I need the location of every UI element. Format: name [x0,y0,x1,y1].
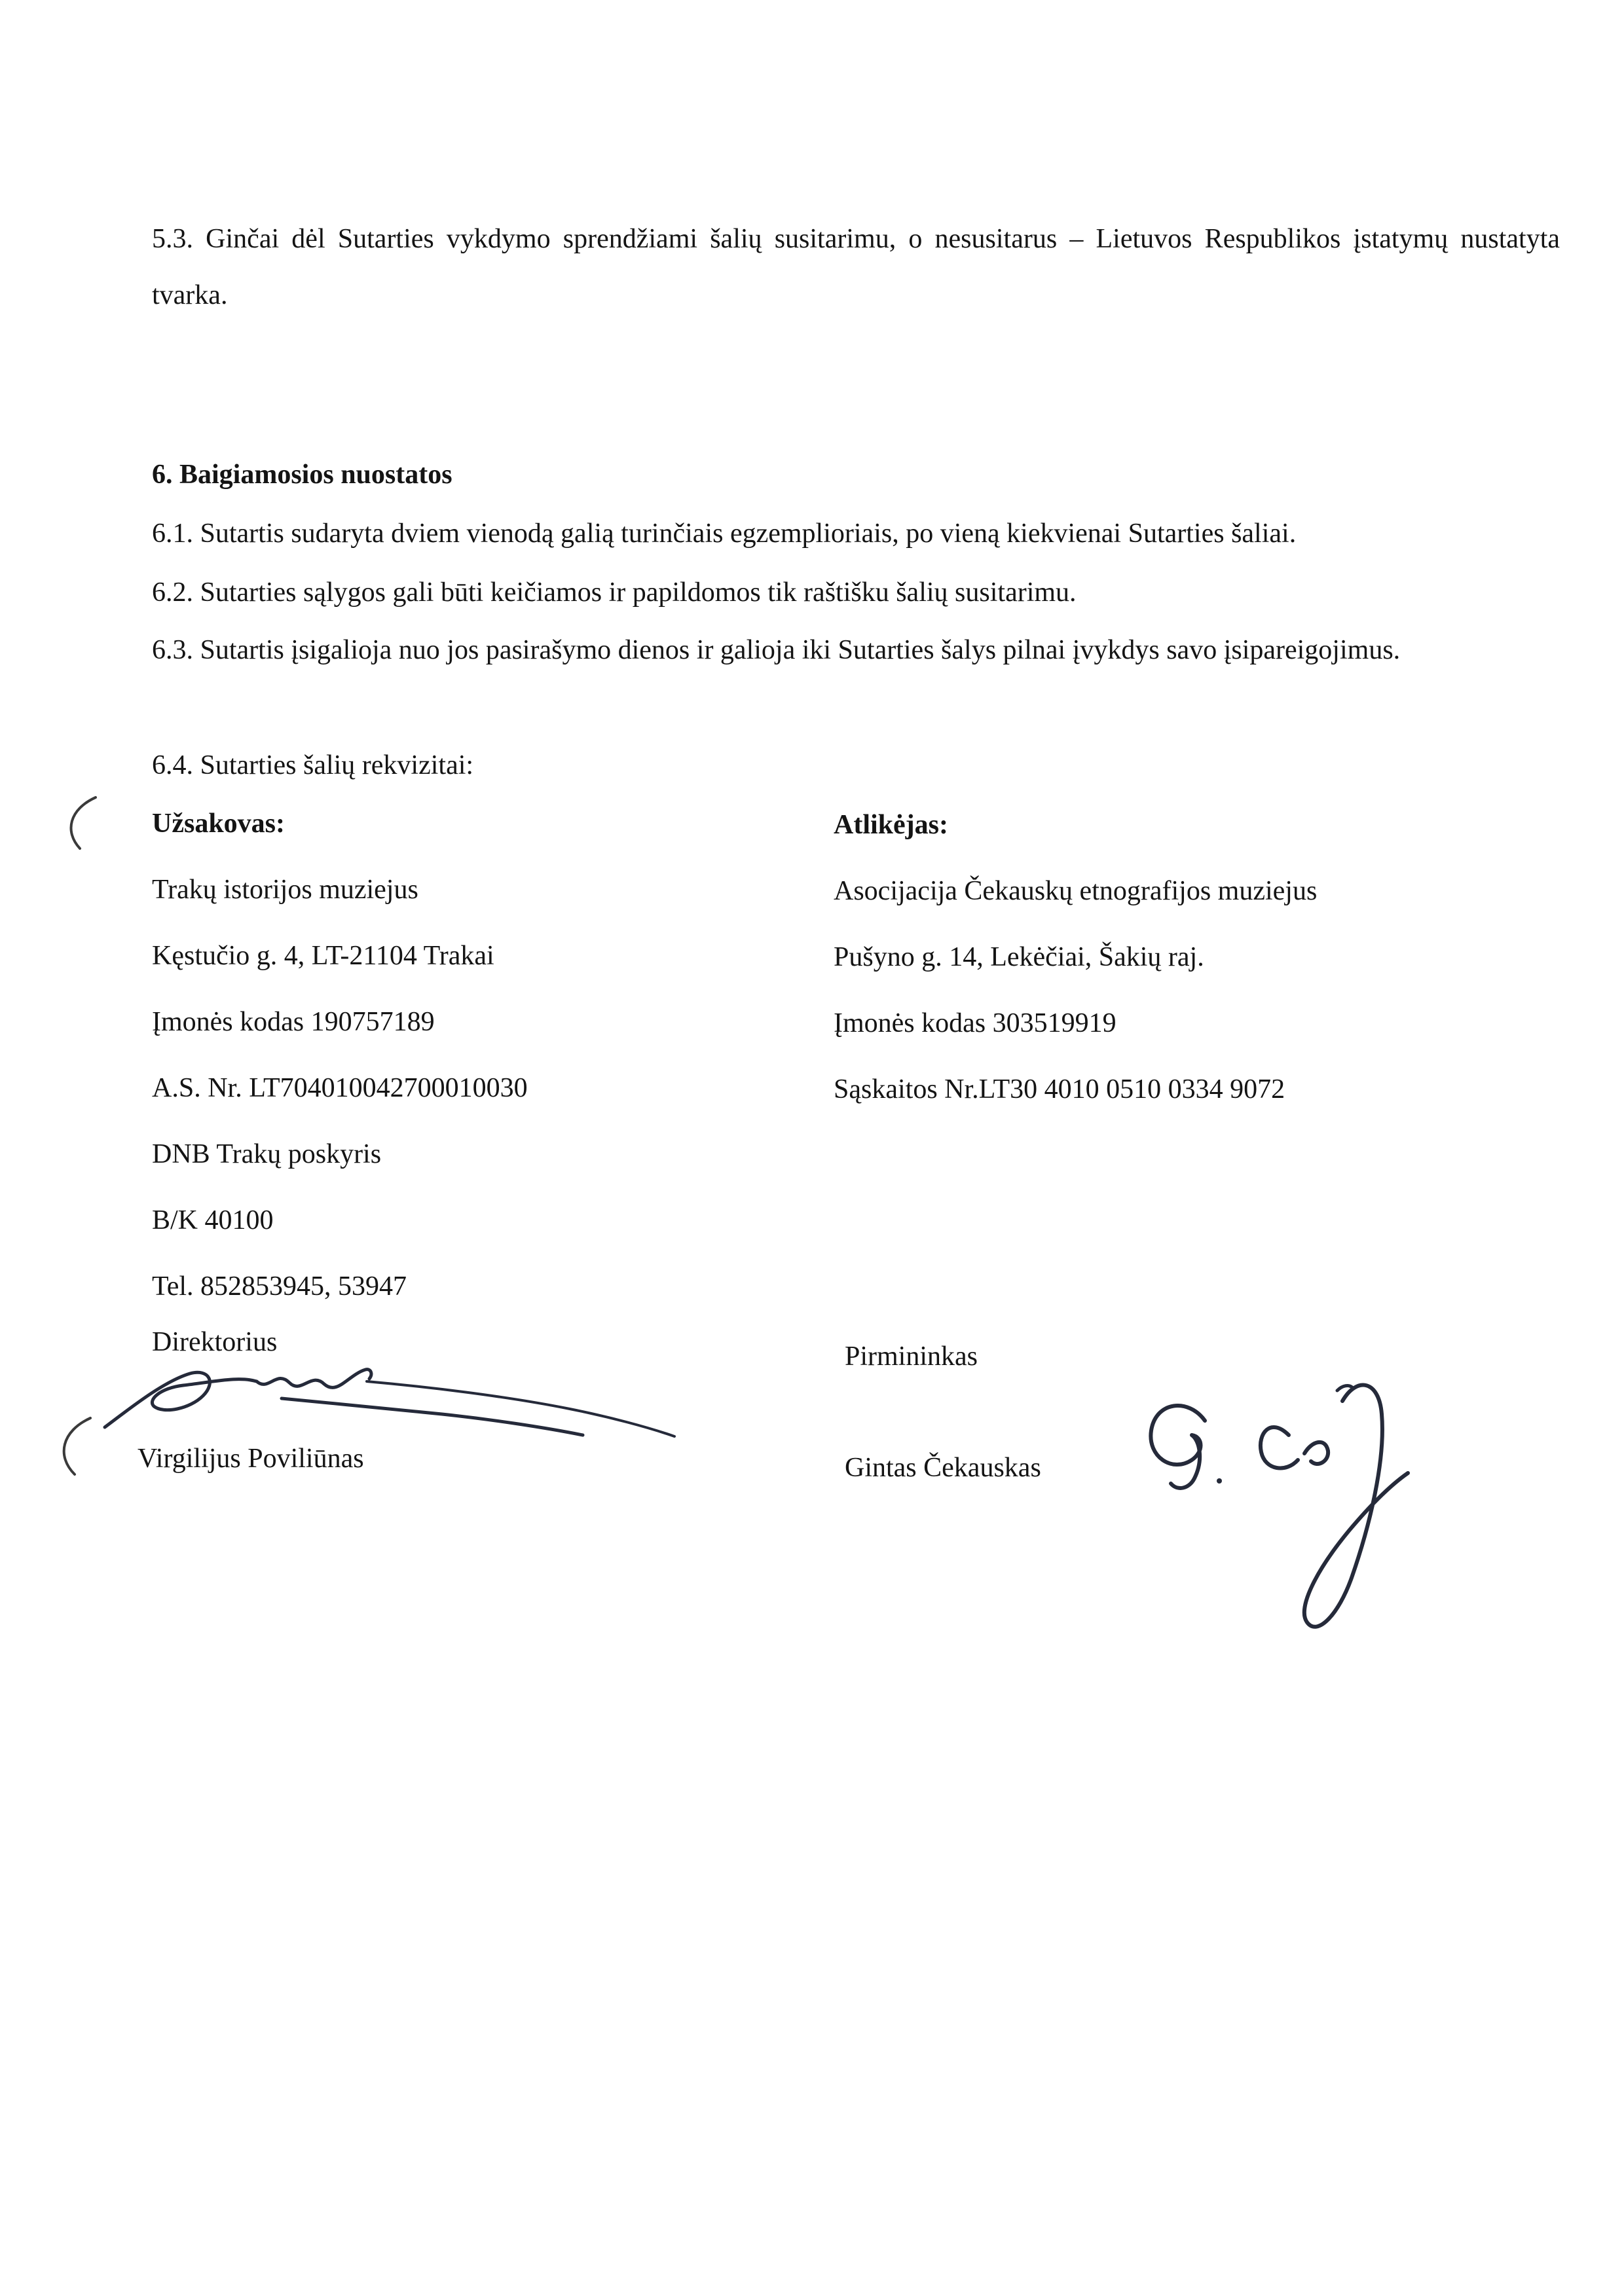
contractor-block [834,792,1567,1123]
clause-6-1: 6.1. Sutartis sudaryta dviem vienodą galią turinčiais egzemplioriais, po vieną kiekvienai Sutarties šaliai. [152,519,1297,549]
director-name: Virgilijus Poviliūnas [138,1444,364,1474]
scan-artifact-mark [58,793,103,852]
director-title: Direktorius [152,1327,278,1357]
customer-line: Įmonės kodas 190757189 [152,1007,435,1037]
contractor-line: Asocijacija Čekauskų etnografijos muziejus [834,876,1318,906]
scan-artifact-mark [51,1413,97,1478]
customer-line: A.S. Nr. LT704010042700010030 [152,1073,528,1103]
chairman-signature [1126,1362,1428,1656]
contractor-line: Sąskaitos Nr.LT30 4010 0510 0334 9072 [834,1074,1285,1104]
customer-block [152,791,807,1320]
customer-line: Kęstučio g. 4, LT-21104 Trakai [152,941,494,971]
customer-line: Tel. 852853945, 53947 [152,1271,407,1302]
customer-line: B/K 40100 [152,1205,274,1235]
clause-6-3: 6.3. Sutartis įsigalioja nuo jos pasirašymo dienos ir galioja iki Sutarties šalys pilnai įvykdys savo įsipareigojimus. [152,635,1401,665]
chairman-title: Pirmininkas [845,1341,978,1372]
clause-6-4: 6.4. Sutarties šalių rekvizitai: [152,750,474,780]
customer-line: DNB Trakų poskyris [152,1139,382,1169]
signature-dot [1217,1478,1222,1484]
customer-line: Trakų istorijos muziejus [152,875,418,905]
contractor-heading: Atlikėjas: [834,810,948,840]
contractor-line: Pušyno g. 14, Lekėčiai, Šakių raj. [834,942,1204,972]
section-6-heading: 6. Baigiamosios nuostatos [152,460,452,490]
clause-6-2: 6.2. Sutarties sąlygos gali būti keičiamos ir papildomos tik raštišku šalių susitarimu. [152,577,1077,608]
chairman-name: Gintas Čekauskas [845,1453,1041,1483]
contractor-line: Įmonės kodas 303519919 [834,1008,1116,1038]
director-signature [85,1336,688,1486]
customer-heading: Užsakovas: [152,809,286,839]
clause-5-3: 5.3. Ginčai dėl Sutarties vykdymo sprendžiami šalių susitarimu, o nesusitarus – Lietuvos Respublikos įstatymų nustatyta tvarka. [152,224,1560,310]
